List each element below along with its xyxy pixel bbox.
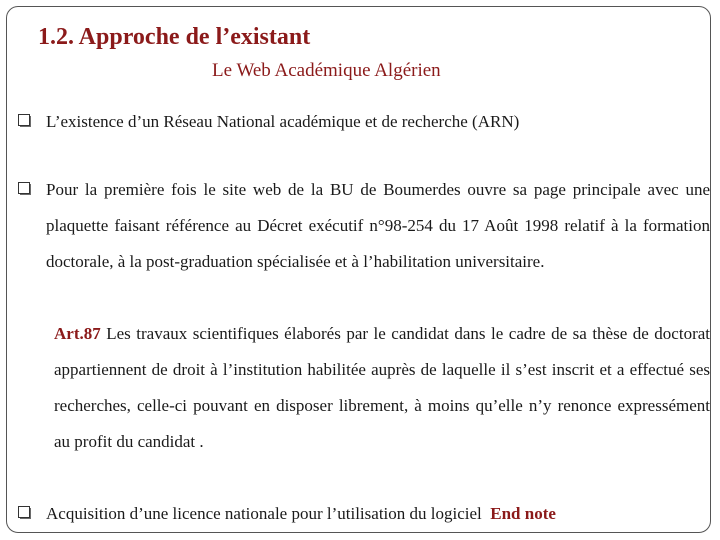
slide-subtitle: Le Web Académique Algérien xyxy=(212,60,441,81)
bullet-licence xyxy=(18,496,710,532)
article-number: Art.87 xyxy=(54,324,101,343)
slide-title: 1.2. Approche de l’existant xyxy=(38,24,311,50)
bullet-arn xyxy=(18,104,710,140)
bullet-text-wrap xyxy=(18,496,710,532)
article-text: Les travaux scientifiques élaborés par le candidat dans le cadre de sa thèse de doctorat appartiennent de droit à l’institution habilitée auprès de laquelle il s’est inscrit et a effectué ses recherches, celle-ci pouvant en disposer librement, à moins qu’elle n’y renonce expressément au profit du candidat . xyxy=(54,324,710,451)
end-note-highlight: End note xyxy=(490,504,556,523)
checkbox-bullet-icon xyxy=(18,506,32,520)
checkbox-bullet-icon xyxy=(18,182,32,196)
bullet-bu-boumerdes xyxy=(18,172,710,280)
bullet-text: Pour la première fois le site web de la BU de Boumerdes ouvre sa page principale avec une plaquette faisant référence au Décret exécutif n°98-254 du 17 Août 1998 relatif à la formation doctorale, à la post-graduation spécialisée et à l’habilitation universitaire. xyxy=(46,180,710,271)
article-quote xyxy=(54,316,710,460)
bullet-text: Acquisition d’une licence nationale pour l’utilisation du logiciel xyxy=(46,504,482,523)
bullet-text: L’existence d’un Réseau National académique et de recherche (ARN) xyxy=(46,112,520,131)
checkbox-bullet-icon xyxy=(18,114,32,128)
